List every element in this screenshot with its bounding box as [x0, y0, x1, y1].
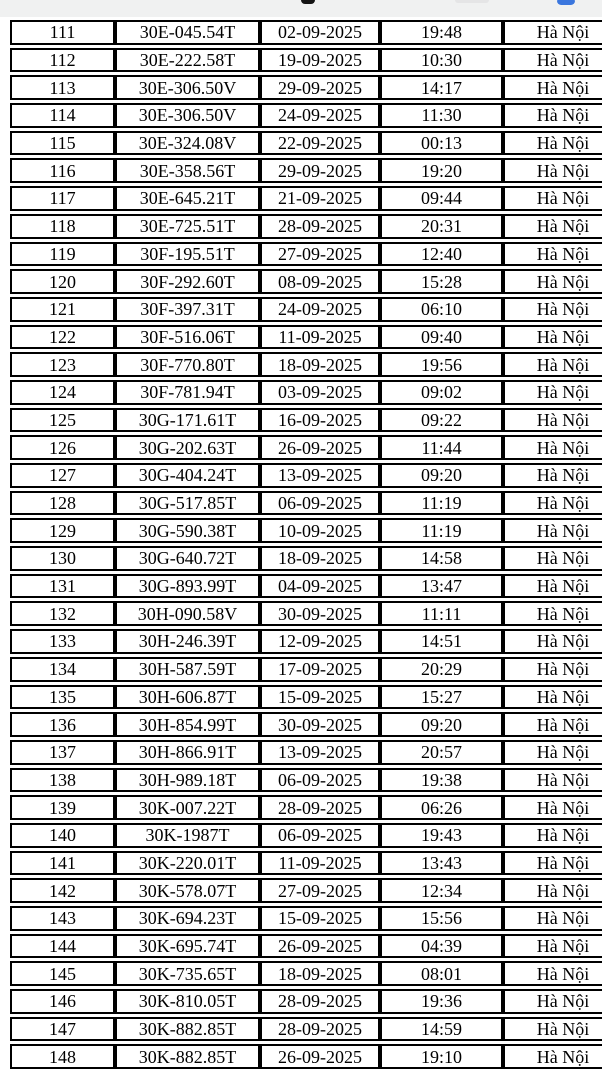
table-row [10, 851, 602, 876]
table-row [10, 989, 602, 1014]
table-row [10, 380, 602, 405]
city-cell: Hà Nội [503, 131, 602, 156]
cropped-faint-fragment [455, 0, 489, 3]
time-cell: 15:27 [380, 685, 503, 710]
table-row [10, 795, 602, 820]
date-cell: 02-09-2025 [260, 20, 380, 45]
table-row [10, 297, 602, 322]
license-plate-cell: 30K-735.65T [115, 961, 260, 986]
license-plate-cell: 30G-404.24T [115, 463, 260, 488]
row-number-cell: 127 [10, 463, 115, 488]
table-row [10, 186, 602, 211]
license-plate-cell: 30H-854.99T [115, 712, 260, 737]
table-row [10, 48, 602, 73]
time-cell: 11:44 [380, 435, 503, 460]
city-cell: Hà Nội [503, 657, 602, 682]
violation-table-body [10, 20, 602, 1069]
date-cell: 26-09-2025 [260, 1044, 380, 1069]
license-plate-cell: 30F-516.06T [115, 325, 260, 350]
row-number-cell: 131 [10, 574, 115, 599]
license-plate-cell: 30E-645.21T [115, 186, 260, 211]
row-number-cell: 119 [10, 242, 115, 267]
date-cell: 11-09-2025 [260, 325, 380, 350]
date-cell: 24-09-2025 [260, 297, 380, 322]
row-number-cell: 147 [10, 1017, 115, 1042]
row-number-cell: 125 [10, 408, 115, 433]
table-row [10, 768, 602, 793]
row-number-cell: 126 [10, 435, 115, 460]
license-plate-cell: 30H-246.39T [115, 629, 260, 654]
row-number-cell: 121 [10, 297, 115, 322]
date-cell: 26-09-2025 [260, 934, 380, 959]
table-row [10, 934, 602, 959]
city-cell: Hà Nội [503, 685, 602, 710]
license-plate-cell: 30K-1987T [115, 823, 260, 848]
table-row [10, 601, 602, 626]
row-number-cell: 123 [10, 352, 115, 377]
table-row [10, 823, 602, 848]
license-plate-cell: 30F-770.80T [115, 352, 260, 377]
table-row [10, 685, 602, 710]
date-cell: 13-09-2025 [260, 463, 380, 488]
row-number-cell: 113 [10, 75, 115, 100]
date-cell: 12-09-2025 [260, 629, 380, 654]
time-cell: 11:30 [380, 103, 503, 128]
city-cell: Hà Nội [503, 491, 602, 516]
date-cell: 06-09-2025 [260, 823, 380, 848]
license-plate-cell: 30K-695.74T [115, 934, 260, 959]
date-cell: 27-09-2025 [260, 878, 380, 903]
table-row [10, 435, 602, 460]
time-cell: 14:59 [380, 1017, 503, 1042]
license-plate-cell: 30F-292.60T [115, 269, 260, 294]
date-cell: 10-09-2025 [260, 518, 380, 543]
row-number-cell: 143 [10, 906, 115, 931]
row-number-cell: 136 [10, 712, 115, 737]
row-number-cell: 111 [10, 20, 115, 45]
date-cell: 28-09-2025 [260, 214, 380, 239]
table-row [10, 491, 602, 516]
license-plate-cell: 30H-866.91T [115, 740, 260, 765]
license-plate-cell: 30F-195.51T [115, 242, 260, 267]
table-row [10, 1017, 602, 1042]
row-number-cell: 133 [10, 629, 115, 654]
license-plate-cell: 30E-045.54T [115, 20, 260, 45]
row-number-cell: 114 [10, 103, 115, 128]
time-cell: 08:01 [380, 961, 503, 986]
table-row [10, 214, 602, 239]
time-cell: 19:20 [380, 158, 503, 183]
table-row [10, 546, 602, 571]
table-row [10, 712, 602, 737]
time-cell: 00:13 [380, 131, 503, 156]
date-cell: 19-09-2025 [260, 48, 380, 73]
license-plate-cell: 30H-606.87T [115, 685, 260, 710]
city-cell: Hà Nội [503, 463, 602, 488]
time-cell: 20:29 [380, 657, 503, 682]
table-row [10, 352, 602, 377]
time-cell: 19:56 [380, 352, 503, 377]
city-cell: Hà Nội [503, 158, 602, 183]
date-cell: 24-09-2025 [260, 103, 380, 128]
time-cell: 11:19 [380, 491, 503, 516]
time-cell: 19:48 [380, 20, 503, 45]
time-cell: 14:17 [380, 75, 503, 100]
city-cell: Hà Nội [503, 989, 602, 1014]
time-cell: 20:31 [380, 214, 503, 239]
date-cell: 06-09-2025 [260, 768, 380, 793]
row-number-cell: 122 [10, 325, 115, 350]
time-cell: 19:36 [380, 989, 503, 1014]
table-row [10, 629, 602, 654]
row-number-cell: 124 [10, 380, 115, 405]
date-cell: 15-09-2025 [260, 906, 380, 931]
cropped-blue-icon-fragment [557, 0, 575, 5]
date-cell: 30-09-2025 [260, 712, 380, 737]
table-row [10, 408, 602, 433]
city-cell: Hà Nội [503, 518, 602, 543]
date-cell: 29-09-2025 [260, 75, 380, 100]
time-cell: 11:11 [380, 601, 503, 626]
license-plate-cell: 30K-694.23T [115, 906, 260, 931]
license-plate-cell: 30G-171.61T [115, 408, 260, 433]
time-cell: 12:34 [380, 878, 503, 903]
date-cell: 03-09-2025 [260, 380, 380, 405]
row-number-cell: 135 [10, 685, 115, 710]
table-row [10, 463, 602, 488]
row-number-cell: 148 [10, 1044, 115, 1069]
license-plate-cell: 30E-358.56T [115, 158, 260, 183]
city-cell: Hà Nội [503, 712, 602, 737]
city-cell: Hà Nội [503, 795, 602, 820]
time-cell: 13:47 [380, 574, 503, 599]
violation-table-container [10, 17, 602, 1069]
table-row [10, 20, 602, 45]
city-cell: Hà Nội [503, 878, 602, 903]
date-cell: 18-09-2025 [260, 352, 380, 377]
city-cell: Hà Nội [503, 103, 602, 128]
license-plate-cell: 30F-397.31T [115, 297, 260, 322]
license-plate-cell: 30G-893.99T [115, 574, 260, 599]
time-cell: 14:58 [380, 546, 503, 571]
license-plate-cell: 30K-882.85T [115, 1044, 260, 1069]
table-row [10, 574, 602, 599]
time-cell: 11:19 [380, 518, 503, 543]
license-plate-cell: 30H-090.58V [115, 601, 260, 626]
license-plate-cell: 30E-725.51T [115, 214, 260, 239]
city-cell: Hà Nội [503, 851, 602, 876]
table-row [10, 518, 602, 543]
date-cell: 06-09-2025 [260, 491, 380, 516]
time-cell: 14:51 [380, 629, 503, 654]
license-plate-cell: 30E-306.50V [115, 75, 260, 100]
table-row [10, 961, 602, 986]
date-cell: 13-09-2025 [260, 740, 380, 765]
time-cell: 15:56 [380, 906, 503, 931]
date-cell: 08-09-2025 [260, 269, 380, 294]
table-row [10, 269, 602, 294]
date-cell: 29-09-2025 [260, 158, 380, 183]
row-number-cell: 134 [10, 657, 115, 682]
license-plate-cell: 30H-989.18T [115, 768, 260, 793]
row-number-cell: 118 [10, 214, 115, 239]
row-number-cell: 146 [10, 989, 115, 1014]
row-number-cell: 138 [10, 768, 115, 793]
license-plate-cell: 30K-810.05T [115, 989, 260, 1014]
row-number-cell: 145 [10, 961, 115, 986]
row-number-cell: 142 [10, 878, 115, 903]
time-cell: 15:28 [380, 269, 503, 294]
city-cell: Hà Nội [503, 242, 602, 267]
date-cell: 28-09-2025 [260, 795, 380, 820]
time-cell: 04:39 [380, 934, 503, 959]
time-cell: 19:10 [380, 1044, 503, 1069]
row-number-cell: 141 [10, 851, 115, 876]
time-cell: 09:40 [380, 325, 503, 350]
city-cell: Hà Nội [503, 601, 602, 626]
row-number-cell: 115 [10, 131, 115, 156]
license-plate-cell: 30G-590.38T [115, 518, 260, 543]
table-row [10, 75, 602, 100]
city-cell: Hà Nội [503, 574, 602, 599]
table-row [10, 906, 602, 931]
date-cell: 30-09-2025 [260, 601, 380, 626]
time-cell: 09:20 [380, 463, 503, 488]
table-row [10, 242, 602, 267]
date-cell: 15-09-2025 [260, 685, 380, 710]
city-cell: Hà Nội [503, 823, 602, 848]
license-plate-cell: 30G-640.72T [115, 546, 260, 571]
row-number-cell: 116 [10, 158, 115, 183]
license-plate-cell: 30F-781.94T [115, 380, 260, 405]
city-cell: Hà Nội [503, 380, 602, 405]
city-cell: Hà Nội [503, 325, 602, 350]
table-row [10, 657, 602, 682]
row-number-cell: 120 [10, 269, 115, 294]
cropped-header-strip [0, 0, 602, 17]
time-cell: 09:20 [380, 712, 503, 737]
row-number-cell: 132 [10, 601, 115, 626]
row-number-cell: 130 [10, 546, 115, 571]
table-row [10, 325, 602, 350]
city-cell: Hà Nội [503, 1017, 602, 1042]
table-row [10, 740, 602, 765]
date-cell: 22-09-2025 [260, 131, 380, 156]
time-cell: 06:10 [380, 297, 503, 322]
row-number-cell: 144 [10, 934, 115, 959]
time-cell: 09:22 [380, 408, 503, 433]
row-number-cell: 140 [10, 823, 115, 848]
table-row [10, 158, 602, 183]
city-cell: Hà Nội [503, 768, 602, 793]
license-plate-cell: 30K-882.85T [115, 1017, 260, 1042]
time-cell: 13:43 [380, 851, 503, 876]
date-cell: 11-09-2025 [260, 851, 380, 876]
time-cell: 10:30 [380, 48, 503, 73]
row-number-cell: 129 [10, 518, 115, 543]
license-plate-cell: 30K-578.07T [115, 878, 260, 903]
city-cell: Hà Nội [503, 408, 602, 433]
date-cell: 18-09-2025 [260, 961, 380, 986]
license-plate-cell: 30K-007.22T [115, 795, 260, 820]
license-plate-cell: 30H-587.59T [115, 657, 260, 682]
row-number-cell: 137 [10, 740, 115, 765]
time-cell: 12:40 [380, 242, 503, 267]
row-number-cell: 117 [10, 186, 115, 211]
time-cell: 19:43 [380, 823, 503, 848]
city-cell: Hà Nội [503, 1044, 602, 1069]
city-cell: Hà Nội [503, 961, 602, 986]
city-cell: Hà Nội [503, 629, 602, 654]
table-row [10, 103, 602, 128]
city-cell: Hà Nội [503, 740, 602, 765]
city-cell: Hà Nội [503, 186, 602, 211]
violation-table [10, 17, 602, 1069]
license-plate-cell: 30E-222.58T [115, 48, 260, 73]
time-cell: 09:02 [380, 380, 503, 405]
city-cell: Hà Nội [503, 934, 602, 959]
license-plate-cell: 30E-324.08V [115, 131, 260, 156]
row-number-cell: 112 [10, 48, 115, 73]
license-plate-cell: 30G-202.63T [115, 435, 260, 460]
time-cell: 19:38 [380, 768, 503, 793]
time-cell: 20:57 [380, 740, 503, 765]
table-row [10, 1044, 602, 1069]
time-cell: 06:26 [380, 795, 503, 820]
license-plate-cell: 30K-220.01T [115, 851, 260, 876]
row-number-cell: 139 [10, 795, 115, 820]
city-cell: Hà Nội [503, 906, 602, 931]
city-cell: Hà Nội [503, 435, 602, 460]
city-cell: Hà Nội [503, 75, 602, 100]
license-plate-cell: 30E-306.50V [115, 103, 260, 128]
date-cell: 17-09-2025 [260, 657, 380, 682]
city-cell: Hà Nội [503, 297, 602, 322]
city-cell: Hà Nội [503, 20, 602, 45]
table-row [10, 878, 602, 903]
row-number-cell: 128 [10, 491, 115, 516]
city-cell: Hà Nội [503, 546, 602, 571]
city-cell: Hà Nội [503, 269, 602, 294]
date-cell: 28-09-2025 [260, 1017, 380, 1042]
table-row [10, 131, 602, 156]
license-plate-cell: 30G-517.85T [115, 491, 260, 516]
time-cell: 09:44 [380, 186, 503, 211]
date-cell: 16-09-2025 [260, 408, 380, 433]
date-cell: 18-09-2025 [260, 546, 380, 571]
city-cell: Hà Nội [503, 214, 602, 239]
date-cell: 21-09-2025 [260, 186, 380, 211]
date-cell: 28-09-2025 [260, 989, 380, 1014]
cropped-text-fragment [301, 0, 315, 4]
date-cell: 27-09-2025 [260, 242, 380, 267]
city-cell: Hà Nội [503, 48, 602, 73]
date-cell: 04-09-2025 [260, 574, 380, 599]
date-cell: 26-09-2025 [260, 435, 380, 460]
city-cell: Hà Nội [503, 352, 602, 377]
